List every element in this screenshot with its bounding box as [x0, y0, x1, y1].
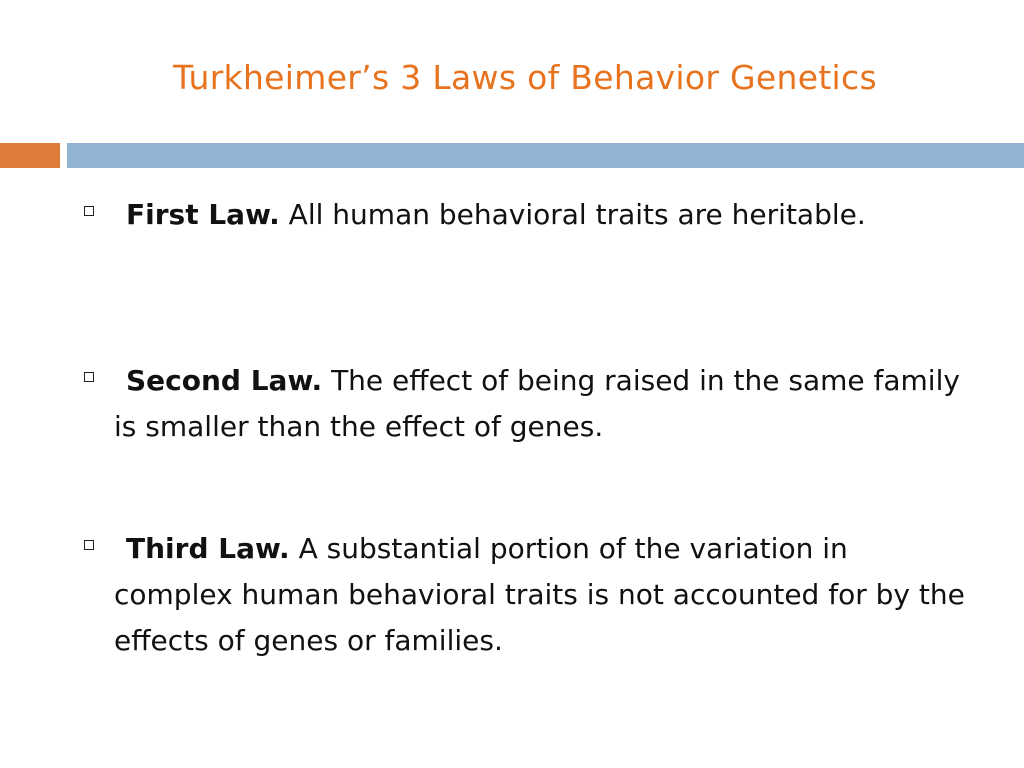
bullet-lead: Third Law.: [126, 532, 290, 565]
accent-bar-blue: [67, 143, 1024, 168]
square-bullet-icon: [84, 206, 94, 216]
bullet-body: All human behavioral traits are heritable.: [279, 198, 866, 231]
bullet-lead: Second Law.: [126, 364, 323, 397]
square-bullet-icon: [84, 372, 94, 382]
accent-bar-orange: [0, 143, 60, 168]
slide-title: Turkheimer’s 3 Laws of Behavior Genetics: [173, 58, 877, 97]
bullet-text: [114, 192, 974, 238]
bullet-body: A substantial portion of the variation in complex human behavioral traits is not accounted for by the effects of genes or families.: [114, 532, 965, 657]
bullet-lead: First Law.: [126, 198, 280, 231]
bullet-text: [114, 358, 974, 450]
bullet-body: The effect of being raised in the same family is smaller than the effect of genes.: [114, 364, 960, 443]
bullet-text: [114, 526, 974, 664]
square-bullet-icon: [84, 540, 94, 550]
